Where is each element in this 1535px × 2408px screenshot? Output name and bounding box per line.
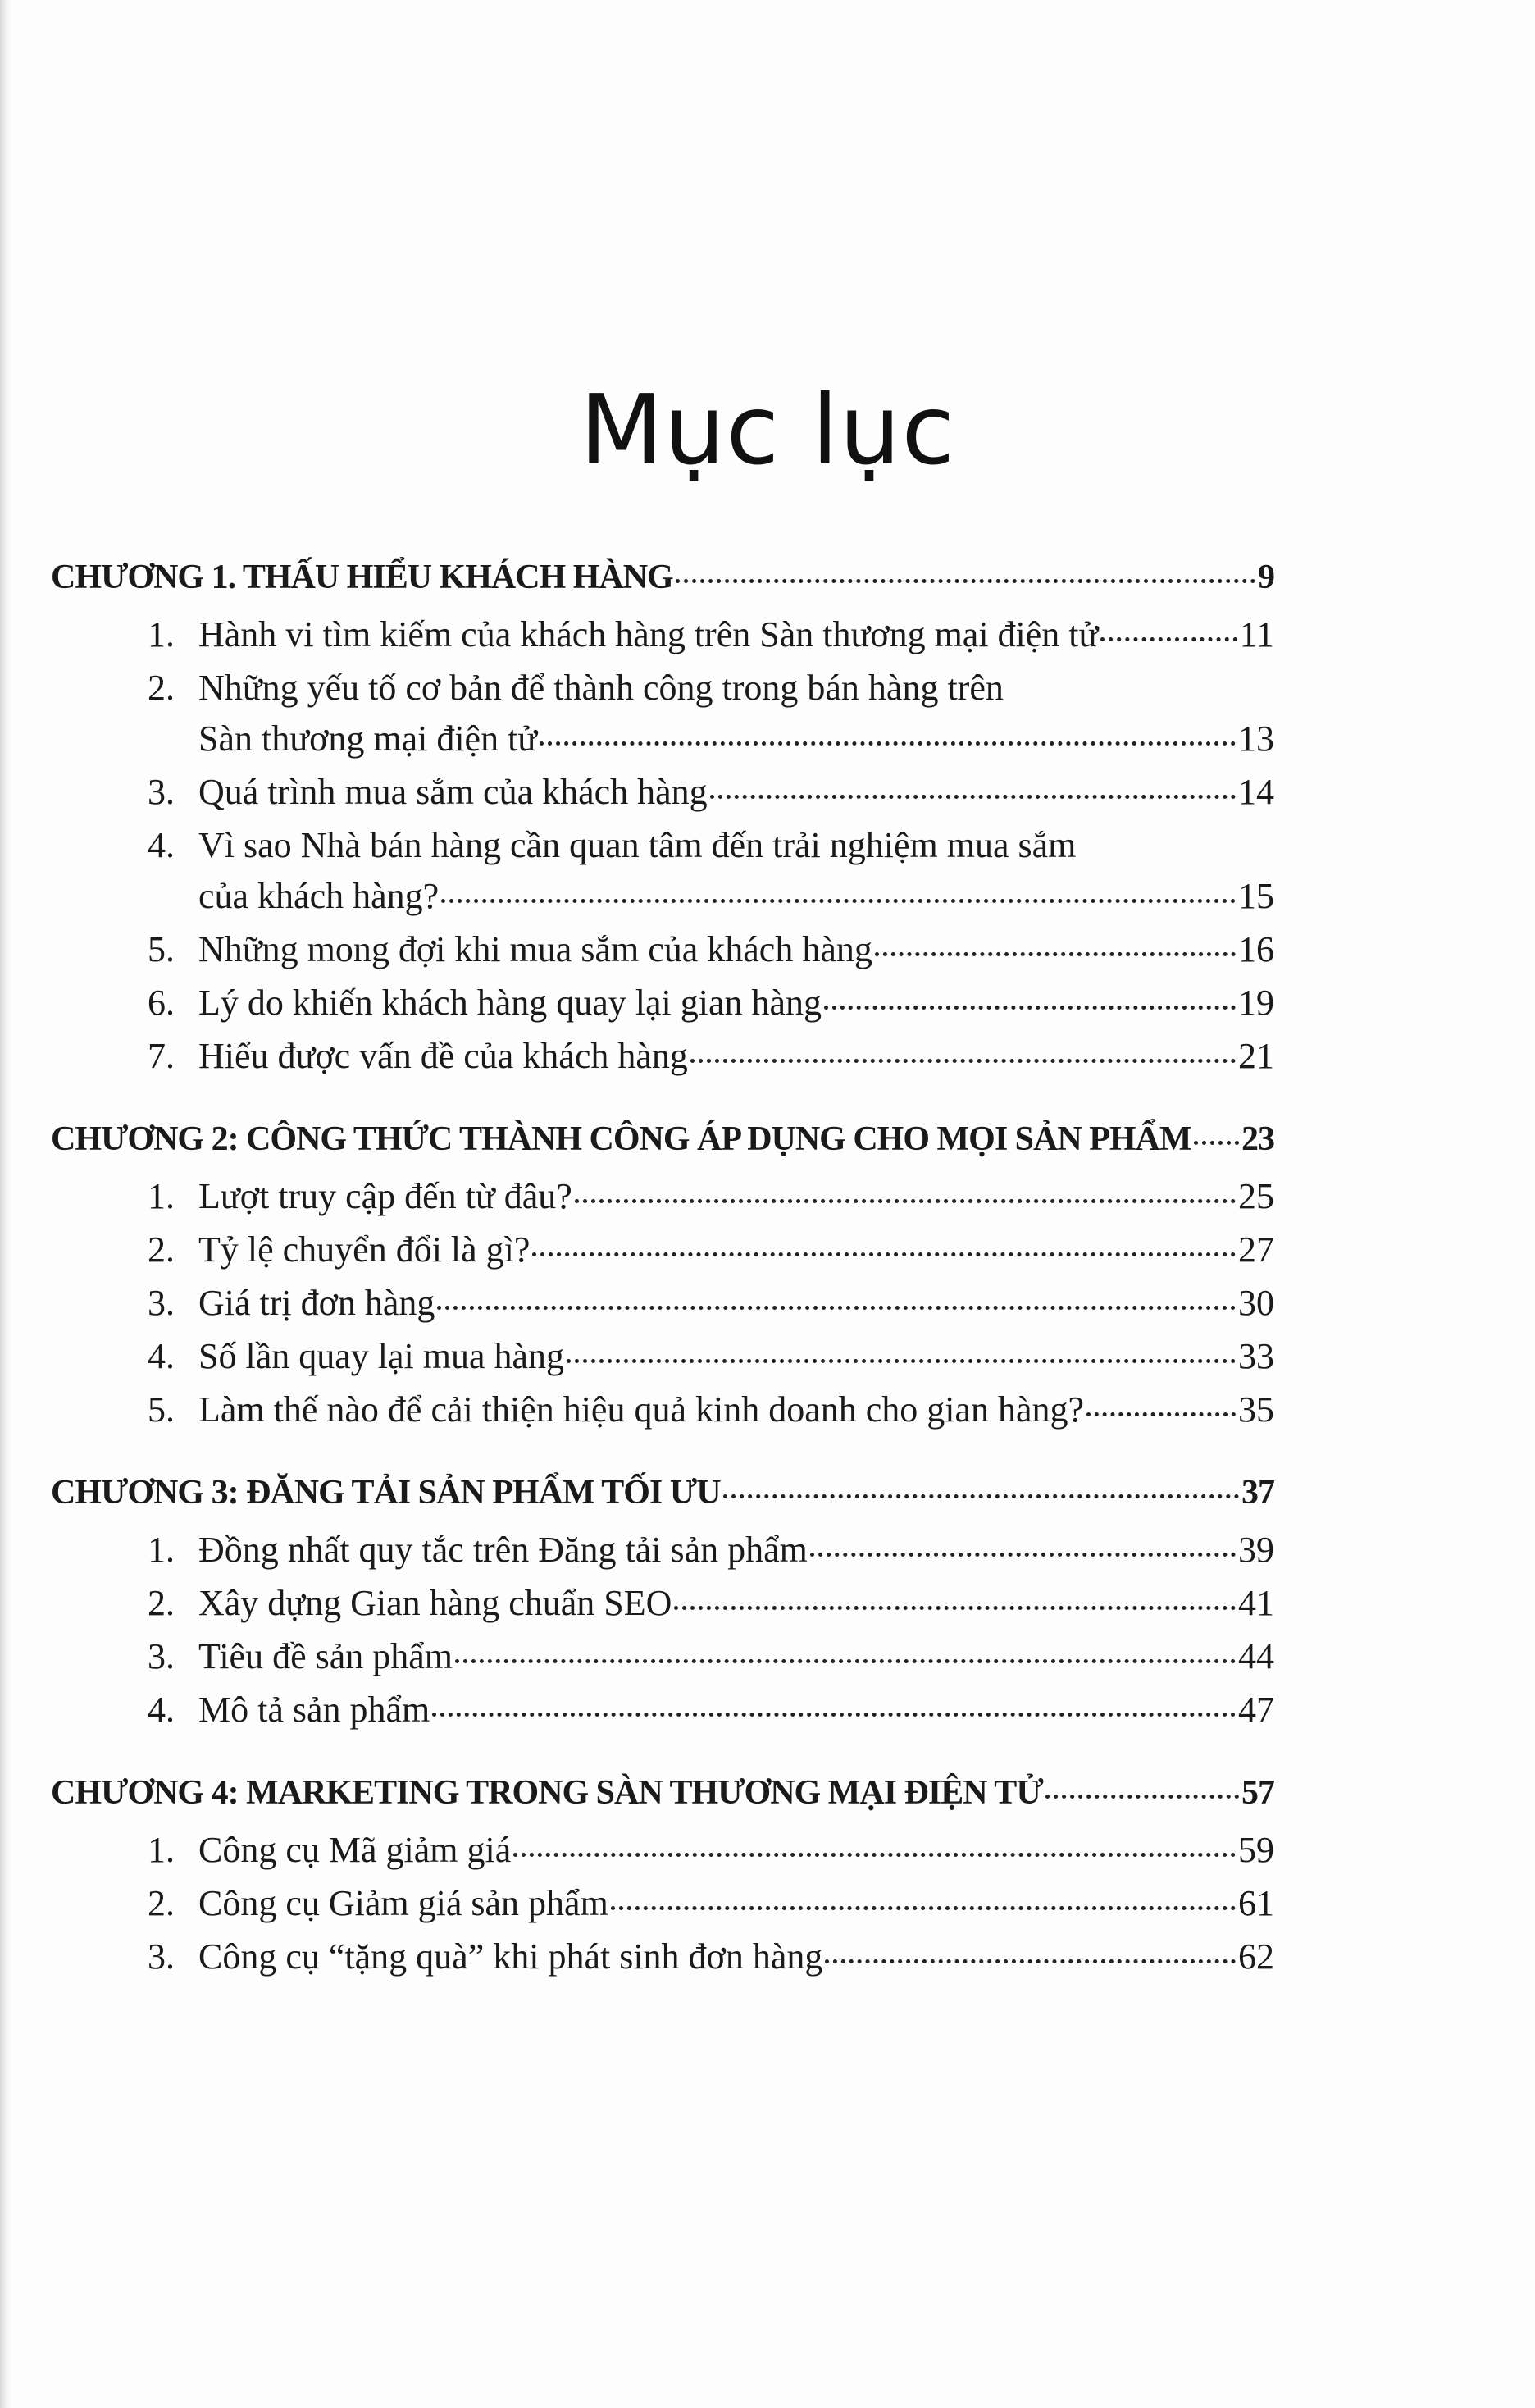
entry-number: 3. <box>148 772 175 812</box>
chapter-1 <box>51 558 1274 1088</box>
page-number: 16 <box>1238 929 1274 969</box>
toc-entry[interactable] <box>51 1035 1274 1088</box>
chapter-heading: CHƯƠNG 1. THẤU HIỂU KHÁCH HÀNG <box>51 559 673 596</box>
section-spacer <box>51 1442 1274 1473</box>
toc-entry[interactable] <box>51 1282 1274 1335</box>
entry-title: Đồng nhất quy tắc trên Đăng tải sản phẩm <box>198 1530 808 1570</box>
chapter-heading: CHƯƠNG 4: MARKETING TRONG SÀN THƯƠNG MẠI ĐIỆN TỬ <box>51 1774 1043 1812</box>
section-spacer <box>51 1088 1274 1120</box>
page-number: 15 <box>1238 876 1274 916</box>
entry-number: 6. <box>148 983 175 1023</box>
chapter-4 <box>51 1773 1274 1989</box>
page-number: 41 <box>1238 1583 1274 1623</box>
dot-leader <box>540 741 1236 746</box>
page-number: 11 <box>1239 614 1274 654</box>
entry-number: 5. <box>148 929 175 969</box>
page-number: 44 <box>1238 1636 1274 1676</box>
entry-number: 1. <box>148 1176 175 1216</box>
page-number: 23 <box>1241 1120 1274 1158</box>
chapter-heading: CHƯƠNG 3: ĐĂNG TẢI SẢN PHẨM TỐI ƯU <box>51 1474 721 1512</box>
page-number: 13 <box>1238 718 1274 759</box>
chapter-heading-row[interactable] <box>51 1473 1274 1526</box>
dot-leader <box>674 1606 1236 1610</box>
toc-entry[interactable] <box>51 824 1274 875</box>
entry-number: 1. <box>148 614 175 654</box>
toc-entry[interactable] <box>51 771 1274 824</box>
toc-entry[interactable] <box>51 1882 1274 1936</box>
entry-title-continued: của khách hàng? <box>198 876 440 916</box>
entry-number: 4. <box>148 1690 175 1730</box>
dot-leader <box>441 899 1236 903</box>
entry-number: 4. <box>148 1336 175 1376</box>
chapter-heading-row[interactable] <box>51 1773 1274 1826</box>
entry-title: Công cụ “tặng quà” khi phát sinh đơn hàng <box>198 1936 823 1977</box>
dot-leader <box>1194 1141 1240 1145</box>
toc-entry[interactable] <box>51 1175 1274 1229</box>
entry-number: 2. <box>148 668 175 708</box>
toc-entry[interactable] <box>51 1529 1274 1582</box>
dot-leader <box>723 1494 1239 1498</box>
entry-number: 2. <box>148 1229 175 1270</box>
toc-entry[interactable] <box>51 613 1274 667</box>
entry-title: Tỷ lệ chuyển đổi là gì? <box>198 1229 531 1270</box>
entry-number: 5. <box>148 1389 175 1430</box>
entry-title: Công cụ Giảm giá sản phẩm <box>198 1883 608 1923</box>
entry-number: 4. <box>148 825 175 865</box>
dot-leader <box>1100 637 1237 641</box>
dot-leader <box>875 952 1236 956</box>
entry-number: 2. <box>148 1583 175 1623</box>
entry-number: 3. <box>148 1636 175 1676</box>
page-number: 47 <box>1238 1690 1274 1730</box>
dot-leader <box>532 1252 1236 1256</box>
chapter-heading-row[interactable] <box>51 558 1274 610</box>
page-number: 59 <box>1238 1830 1274 1870</box>
entry-number: 1. <box>148 1830 175 1870</box>
entry-number: 3. <box>148 1283 175 1323</box>
entry-title: Những mong đợi khi mua sắm của khách hàng <box>198 929 872 969</box>
dot-leader <box>455 1659 1236 1663</box>
page-number: 21 <box>1238 1036 1274 1076</box>
chapter-3 <box>51 1473 1274 1742</box>
entry-title: Vì sao Nhà bán hàng cần quan tâm đến trải nghiệm mua sắm <box>198 825 1077 865</box>
toc-entry[interactable] <box>51 667 1274 718</box>
dot-leader <box>710 795 1236 799</box>
dot-leader <box>437 1306 1236 1310</box>
dot-leader <box>575 1199 1236 1203</box>
dot-leader <box>567 1359 1236 1363</box>
toc-entry-continuation[interactable] <box>51 875 1274 928</box>
chapter-heading-row[interactable] <box>51 1120 1274 1172</box>
entry-title: Số lần quay lại mua hàng <box>198 1336 565 1376</box>
entry-title: Lượt truy cập đến từ đâu? <box>198 1176 572 1216</box>
entry-title: Những yếu tố cơ bản để thành công trong bán hàng trên <box>198 668 1004 708</box>
page-number: 57 <box>1241 1774 1274 1812</box>
page-number: 30 <box>1238 1283 1274 1323</box>
dot-leader <box>513 1853 1236 1857</box>
toc-entry[interactable] <box>51 982 1274 1035</box>
dot-leader <box>611 1906 1236 1910</box>
dot-leader <box>690 1059 1236 1063</box>
page-number: 62 <box>1238 1936 1274 1977</box>
chapter-heading: CHƯƠNG 2: CÔNG THỨC THÀNH CÔNG ÁP DỤNG CHO MỌI SẢN PHẨM <box>51 1120 1191 1158</box>
toc-entry[interactable] <box>51 1635 1274 1689</box>
page-number: 61 <box>1238 1883 1274 1923</box>
page-number: 35 <box>1238 1389 1274 1430</box>
entry-number: 7. <box>148 1036 175 1076</box>
dot-leader <box>432 1713 1236 1717</box>
entry-title: Tiêu đề sản phẩm <box>198 1636 453 1676</box>
dot-leader <box>1045 1795 1239 1799</box>
dot-leader <box>810 1553 1236 1557</box>
toc-entry[interactable] <box>51 928 1274 982</box>
page-number: 33 <box>1238 1336 1274 1376</box>
entry-number: 2. <box>148 1883 175 1923</box>
page-number: 14 <box>1238 772 1274 812</box>
toc-entry[interactable] <box>51 1389 1274 1442</box>
table-of-contents <box>51 558 1274 1989</box>
page-title: Mục lục <box>579 373 956 486</box>
entry-title: Hành vi tìm kiếm của khách hàng trên Sàn thương mại điện tử <box>198 614 1099 654</box>
page-number: 9 <box>1258 559 1274 596</box>
page-edge-shadow <box>0 0 11 2408</box>
entry-title: Lý do khiến khách hàng quay lại gian hàng <box>198 983 822 1023</box>
entry-title: Quá trình mua sắm của khách hàng <box>198 772 708 812</box>
dot-leader <box>824 1006 1236 1010</box>
chapter-2 <box>51 1120 1274 1442</box>
dot-leader <box>676 579 1255 583</box>
entry-title: Giá trị đơn hàng <box>198 1283 435 1323</box>
page-number: 19 <box>1238 983 1274 1023</box>
entry-title: Công cụ Mã giảm giá <box>198 1830 512 1870</box>
entry-title-continued: Sàn thương mại điện tử <box>198 718 538 759</box>
toc-entry-continuation[interactable] <box>51 718 1274 771</box>
toc-entry[interactable] <box>51 1936 1274 1989</box>
page-number: 37 <box>1241 1474 1274 1512</box>
entry-number: 3. <box>148 1936 175 1977</box>
entry-title: Xây dựng Gian hàng chuẩn SEO <box>198 1583 672 1623</box>
page-number: 39 <box>1238 1530 1274 1570</box>
toc-entry[interactable] <box>51 1689 1274 1742</box>
section-spacer <box>51 1742 1274 1773</box>
page-number: 25 <box>1238 1176 1274 1216</box>
dot-leader <box>1086 1412 1236 1416</box>
toc-entry[interactable] <box>51 1229 1274 1282</box>
toc-entry[interactable] <box>51 1582 1274 1635</box>
page-number: 27 <box>1238 1229 1274 1270</box>
entry-number: 1. <box>148 1530 175 1570</box>
toc-entry[interactable] <box>51 1335 1274 1389</box>
entry-title: Hiểu được vấn đề của khách hàng <box>198 1036 688 1076</box>
entry-title: Mô tả sản phẩm <box>198 1690 430 1730</box>
entry-title: Làm thế nào để cải thiện hiệu quả kinh doanh cho gian hàng? <box>198 1389 1085 1430</box>
toc-entry[interactable] <box>51 1829 1274 1882</box>
dot-leader <box>825 1959 1236 1963</box>
